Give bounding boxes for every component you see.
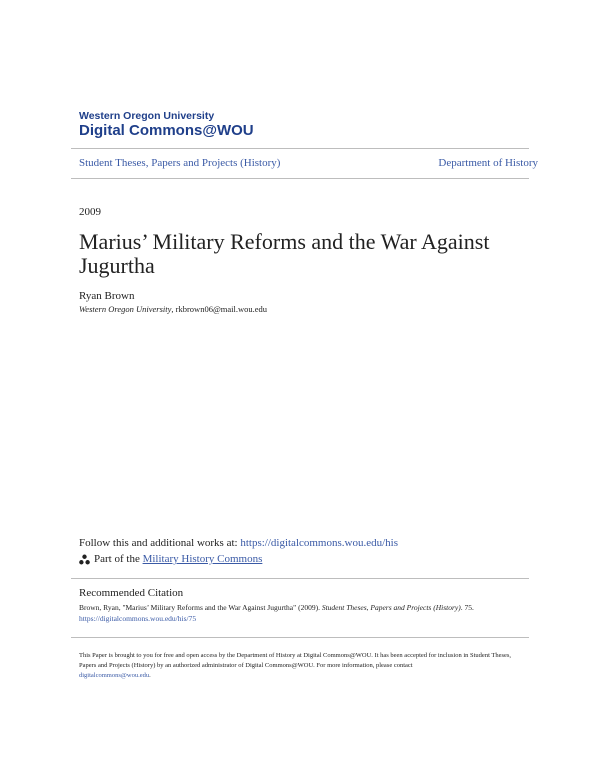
citation-divider [71, 578, 529, 579]
citation-body: Brown, Ryan, "Marius’ Military Reforms and the War Against Jugurtha" (2009). [79, 603, 322, 612]
header-divider-top [71, 148, 529, 149]
military-history-commons-link[interactable]: Military History Commons [142, 553, 263, 565]
header-divider-bottom [71, 178, 529, 179]
citation-text [79, 602, 529, 624]
citation-heading: Recommended Citation [79, 587, 184, 599]
notice-divider [71, 637, 529, 638]
affiliation-name: Western Oregon University [79, 304, 172, 314]
citation-series: Student Theses, Papers and Projects (History) [321, 603, 461, 612]
citation-url-link[interactable]: https://digitalcommons.wou.edu/his/75 [79, 614, 197, 623]
series-link[interactable]: Student Theses, Papers and Projects (History) [79, 157, 281, 169]
author-name: Ryan Brown [79, 290, 135, 302]
citation-number: . 75. [460, 603, 474, 612]
paper-title: Marius’ Military Reforms and the War Against Jugurtha [79, 229, 490, 278]
follow-line [79, 537, 398, 549]
department-link[interactable]: Department of History [438, 157, 538, 169]
access-notice [79, 651, 529, 681]
network-icon [79, 554, 90, 565]
publication-year: 2009 [79, 206, 101, 218]
notice-end: . [149, 672, 151, 679]
notice-text: This Paper is brought to you for free and open access by the Department of History at Digital Commons@WOU. It has been accepted for inclusion in Student Theses, Papers and Projects (History) by an authorized administrator of Digital Commons@WOU. For more information, please contact [79, 652, 512, 669]
follow-url-link[interactable]: https://digitalcommons.wou.edu/his [240, 537, 398, 549]
contact-email-link[interactable]: digitalcommons@wou.edu [79, 672, 150, 679]
follow-label: Follow this and additional works at: [79, 537, 241, 549]
author-email[interactable]: , rkbrown06@mail.wou.edu [171, 304, 268, 314]
part-of-line [79, 553, 262, 565]
part-of-label: Part of the [94, 553, 140, 565]
repository-name[interactable]: Digital Commons@WOU [79, 122, 254, 139]
institution-name[interactable]: Western Oregon University [79, 110, 215, 122]
author-affiliation [79, 304, 267, 314]
